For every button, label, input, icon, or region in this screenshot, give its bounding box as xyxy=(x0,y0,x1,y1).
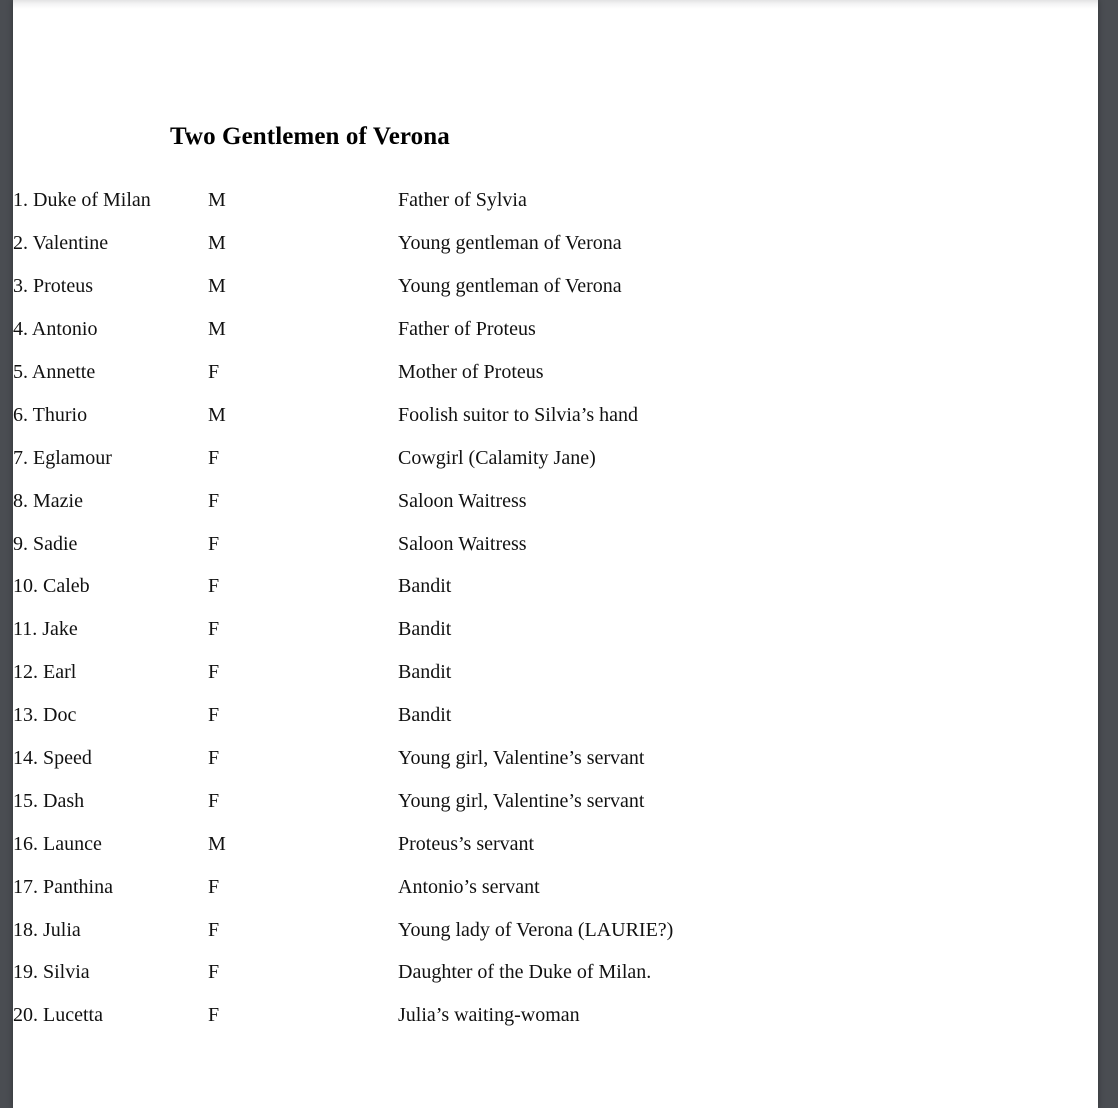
table-row xyxy=(13,865,1098,908)
character-description: Bandit xyxy=(398,618,452,641)
table-row xyxy=(13,694,1098,737)
character-description: Bandit xyxy=(398,704,452,727)
table-row xyxy=(13,393,1098,436)
character-gender: F xyxy=(208,747,220,770)
character-index: 14. xyxy=(13,747,38,770)
character-description: Young gentleman of Verona xyxy=(398,275,622,298)
table-row xyxy=(13,908,1098,951)
character-description: Saloon Waitress xyxy=(398,489,527,512)
character-name: Speed xyxy=(43,747,92,770)
character-name-cell xyxy=(13,822,208,865)
table-row xyxy=(13,265,1098,308)
table-row xyxy=(13,951,1098,994)
character-name-cell xyxy=(13,522,208,565)
character-name-cell xyxy=(13,651,208,694)
character-gender: F xyxy=(208,661,220,684)
table-row xyxy=(13,737,1098,780)
character-index: 4. xyxy=(13,318,28,341)
character-gender: M xyxy=(208,832,226,855)
character-gender: F xyxy=(208,446,220,469)
character-index: 20. xyxy=(13,1004,38,1027)
character-description: Saloon Waitress xyxy=(398,532,527,555)
character-name-cell xyxy=(13,908,208,951)
character-name: Eglamour xyxy=(33,446,112,469)
table-row xyxy=(13,522,1098,565)
character-name: Earl xyxy=(43,661,77,684)
character-name: Launce xyxy=(43,832,102,855)
page-title: Two Gentlemen of Verona xyxy=(170,123,450,150)
character-index: 9. xyxy=(13,532,28,555)
document-page xyxy=(13,0,1098,1108)
character-name-cell xyxy=(13,951,208,994)
character-name: Panthina xyxy=(43,875,113,898)
character-index: 1. xyxy=(13,189,28,212)
character-name: Caleb xyxy=(43,575,90,598)
character-index: 12. xyxy=(13,661,38,684)
character-name-cell xyxy=(13,351,208,394)
character-index: 7. xyxy=(13,446,28,469)
table-row xyxy=(13,308,1098,351)
table-row xyxy=(13,222,1098,265)
character-index: 3. xyxy=(13,275,28,298)
character-gender: F xyxy=(208,1004,220,1027)
character-description: Mother of Proteus xyxy=(398,361,544,383)
character-name-cell xyxy=(13,436,208,479)
character-index: 15. xyxy=(13,789,38,812)
character-gender: F xyxy=(208,918,220,941)
character-index: 13. xyxy=(13,704,38,727)
character-description: Young gentleman of Verona xyxy=(398,232,622,255)
character-name: Valentine xyxy=(32,232,109,255)
character-description: Young lady of Verona (LAURIE?) xyxy=(398,918,674,941)
character-gender: F xyxy=(208,532,220,555)
character-description: Bandit xyxy=(398,575,452,598)
table-row xyxy=(13,822,1098,865)
character-name-cell xyxy=(13,779,208,822)
character-name: Julia xyxy=(43,918,81,941)
character-name: Antonio xyxy=(31,318,98,341)
character-name-cell xyxy=(13,994,208,1037)
character-index: 2. xyxy=(13,232,28,255)
character-name: Jake xyxy=(42,618,78,641)
character-name: Thurio xyxy=(32,403,88,426)
table-row xyxy=(13,779,1098,822)
character-gender: M xyxy=(208,189,226,212)
table-row xyxy=(13,351,1098,394)
table-row xyxy=(13,651,1098,694)
character-name: Sadie xyxy=(33,532,78,555)
character-index: 11. xyxy=(13,618,38,641)
character-name-cell xyxy=(13,265,208,308)
character-description: Daughter of the Duke of Milan. xyxy=(398,961,652,984)
table-row xyxy=(13,608,1098,651)
character-description: Bandit xyxy=(398,661,452,684)
character-index: 18. xyxy=(13,918,38,941)
character-name: Dash xyxy=(43,789,85,812)
character-name: Mazie xyxy=(33,489,83,512)
character-list-body xyxy=(13,179,1098,1037)
character-index: 17. xyxy=(13,875,38,898)
character-description: Antonio’s servant xyxy=(398,875,540,898)
character-name-cell xyxy=(13,865,208,908)
character-index: 8. xyxy=(13,489,28,512)
character-name-cell xyxy=(13,608,208,651)
character-name: Lucetta xyxy=(43,1004,103,1027)
character-list-table xyxy=(13,179,1098,1037)
character-gender: M xyxy=(208,318,226,341)
character-gender: F xyxy=(208,704,220,727)
character-name-cell xyxy=(13,694,208,737)
character-gender: F xyxy=(208,361,220,383)
character-index: 5. xyxy=(13,361,28,383)
character-name-cell xyxy=(13,565,208,608)
character-index: 16. xyxy=(13,832,38,855)
character-gender: F xyxy=(208,961,220,984)
character-description: Proteus’s servant xyxy=(398,832,535,855)
character-description: Father of Sylvia xyxy=(398,189,527,212)
character-name: Silvia xyxy=(43,961,90,984)
character-name: Duke of Milan xyxy=(33,189,151,212)
character-name-cell xyxy=(13,479,208,522)
character-name-cell xyxy=(13,222,208,265)
character-name: Proteus xyxy=(33,275,93,298)
character-gender: M xyxy=(208,403,226,426)
character-gender: F xyxy=(208,875,220,898)
character-description: Foolish suitor to Silvia’s hand xyxy=(398,403,639,426)
character-description: Father of Proteus xyxy=(398,318,536,341)
character-name: Doc xyxy=(43,704,77,727)
character-description: Julia’s waiting-woman xyxy=(398,1004,580,1027)
table-row xyxy=(13,994,1098,1037)
character-index: 19. xyxy=(13,961,38,984)
character-name: Annette xyxy=(31,361,96,383)
character-index: 10. xyxy=(13,575,38,598)
character-name-cell xyxy=(13,737,208,780)
character-index: 6. xyxy=(13,403,28,426)
character-description: Young girl, Valentine’s servant xyxy=(398,747,645,770)
character-gender: F xyxy=(208,618,220,641)
character-name-cell xyxy=(13,308,208,351)
character-gender: F xyxy=(208,489,220,512)
table-row xyxy=(13,479,1098,522)
table-row xyxy=(13,179,1098,222)
table-row xyxy=(13,565,1098,608)
document-content xyxy=(13,0,1098,1108)
character-gender: M xyxy=(208,232,226,255)
character-name-cell xyxy=(13,179,208,222)
character-name-cell xyxy=(13,393,208,436)
character-gender: F xyxy=(208,789,220,812)
character-description: Cowgirl (Calamity Jane) xyxy=(398,446,596,469)
table-row xyxy=(13,436,1098,479)
character-description: Young girl, Valentine’s servant xyxy=(398,789,645,812)
character-gender: F xyxy=(208,575,220,598)
character-gender: M xyxy=(208,275,226,298)
